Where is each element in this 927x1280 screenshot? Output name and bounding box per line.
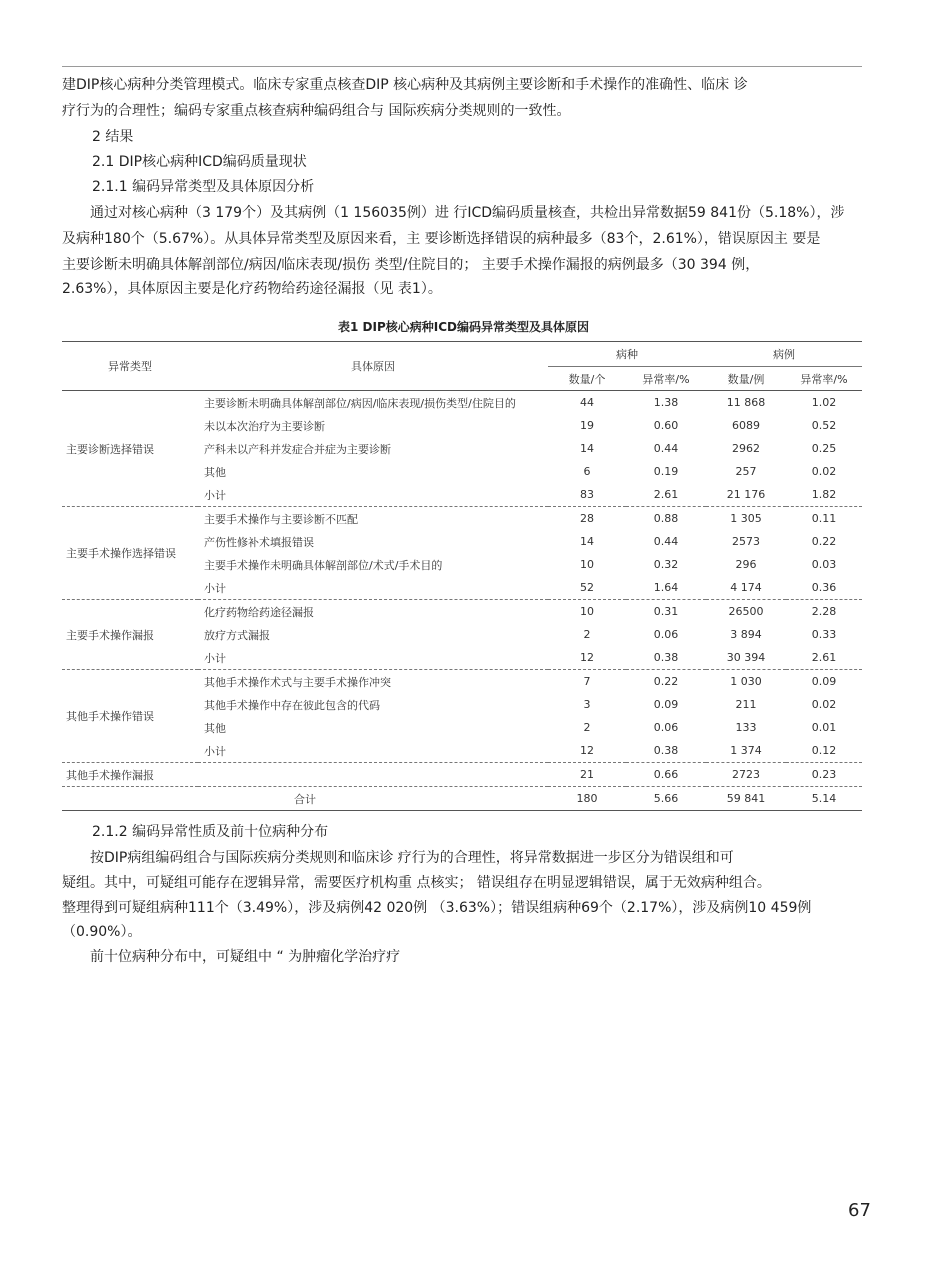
case-rate-cell: 1.82 [786, 483, 862, 507]
case-count-cell: 1 030 [730, 675, 762, 688]
disease-rate-cell: 0.06 [653, 721, 679, 734]
case-count-cell: 2723 [706, 763, 786, 787]
reason-cell: 主要诊断未明确具体解剖部位/病因/临床表现/损伤类型/住院目的 [204, 396, 516, 410]
paragraph-line: 建DIP核心病种分类管理模式。临床专家重点核查DIP 核心病种及其病例主要诊断和手术操作的准确性、临床 诊 [62, 77, 748, 93]
reason-cell: 小计 [198, 483, 548, 507]
disease-count-cell: 44 [580, 396, 594, 409]
case-rate-cell: 2.61 [786, 646, 862, 670]
paragraph-line: 疗行为的合理性；编码专家重点核查病种编码组合与 国际疾病分类规则的一致性。 [62, 103, 571, 119]
case-count-cell: 211 [735, 698, 757, 711]
reason-cell: 小计 [198, 646, 548, 670]
anomaly-table [62, 341, 862, 811]
case-rate-cell: 0.11 [811, 512, 837, 525]
case-count-cell: 257 [735, 465, 757, 478]
reason-cell: 小计 [198, 739, 548, 763]
disease-count-cell: 10 [580, 605, 594, 618]
case-count-cell: 11 868 [726, 396, 766, 409]
paragraph-line: （0.90%）。 [62, 924, 142, 940]
case-rate-cell: 0.01 [811, 721, 837, 734]
disease-rate-cell: 0.66 [626, 763, 706, 787]
disease-rate-cell: 0.09 [653, 698, 679, 711]
disease-rate-cell: 0.22 [653, 675, 679, 688]
case-rate-cell: 0.03 [811, 558, 837, 571]
disease-count-cell: 12 [548, 739, 626, 763]
disease-count-cell: 7 [583, 675, 591, 688]
case-rate-cell: 5.14 [786, 787, 862, 811]
header-rule [62, 66, 862, 67]
case-count-cell: 59 841 [706, 787, 786, 811]
reason-cell: 主要手术操作与主要诊断不匹配 [204, 512, 358, 526]
disease-count-cell: 180 [548, 787, 626, 811]
header-case: 病例 [706, 342, 862, 367]
case-rate-cell: 0.02 [811, 465, 837, 478]
reason-cell: 其他手术操作中存在彼此包含的代码 [204, 698, 380, 712]
table-row [62, 763, 862, 787]
case-rate-cell: 1.02 [811, 396, 837, 409]
header-case-rate: 异常率/% [786, 367, 862, 391]
disease-count-cell: 14 [580, 442, 594, 455]
disease-rate-cell: 0.19 [653, 465, 679, 478]
total-row [62, 787, 862, 811]
disease-rate-cell: 0.88 [653, 512, 679, 525]
total-label: 合计 [62, 787, 548, 811]
reason-cell: 化疗药物给药途径漏报 [204, 605, 314, 619]
reason-cell: 主要手术操作未明确具体解剖部位/术式/手术目的 [204, 558, 443, 572]
case-count-cell: 6089 [732, 419, 760, 432]
disease-count-cell: 19 [580, 419, 594, 432]
reason-cell: 其他 [204, 721, 226, 735]
case-rate-cell: 0.25 [811, 442, 837, 455]
paragraph-line: 前十位病种分布中，可疑组中 “ 为肿瘤化学治疗疗 [90, 949, 401, 965]
table-row [62, 391, 862, 415]
category-cell: 主要手术操作漏报 [62, 600, 198, 670]
table-row [62, 507, 862, 531]
disease-rate-cell: 0.44 [653, 535, 679, 548]
reason-cell: 放疗方式漏报 [204, 628, 270, 642]
disease-rate-cell: 0.60 [653, 419, 679, 432]
disease-count-cell: 83 [548, 483, 626, 507]
reason-cell: 其他手术操作术式与主要手术操作冲突 [204, 675, 391, 689]
case-count-cell: 21 176 [706, 483, 786, 507]
case-count-cell: 26500 [728, 605, 764, 618]
disease-rate-cell: 0.31 [653, 605, 679, 618]
case-count-cell: 1 305 [730, 512, 762, 525]
case-rate-cell: 2.28 [811, 605, 837, 618]
reason-cell: 产伤性修补术填报错误 [204, 535, 314, 549]
case-count-cell: 1 374 [706, 739, 786, 763]
disease-rate-cell: 5.66 [626, 787, 706, 811]
reason-cell: 产科未以产科并发症合并症为主要诊断 [204, 442, 391, 456]
disease-rate-cell: 0.44 [653, 442, 679, 455]
disease-count-cell: 21 [548, 763, 626, 787]
disease-rate-cell: 1.64 [626, 576, 706, 600]
disease-count-cell: 2 [583, 721, 591, 734]
disease-count-cell: 52 [548, 576, 626, 600]
header-disease-rate: 异常率/% [626, 367, 706, 391]
reason-cell: 未以本次治疗为主要诊断 [204, 419, 325, 433]
header-reason: 具体原因 [198, 342, 548, 391]
case-rate-cell: 0.33 [811, 628, 837, 641]
table-row [62, 670, 862, 694]
category-cell: 其他手术操作错误 [62, 670, 198, 763]
page-number: 67 [848, 1200, 871, 1221]
section-heading: 2 结果 [92, 129, 134, 145]
case-rate-cell: 0.22 [811, 535, 837, 548]
disease-count-cell: 14 [580, 535, 594, 548]
reason-cell: 小计 [198, 576, 548, 600]
paragraph-line: 及病种180个（5.67%）。从具体异常类型及原因来看，主 要诊断选择错误的病种最多（83个，2.61%），错误原因主 要是 [62, 231, 821, 247]
paragraph-line: 通过对核心病种（3 179个）及其病例（1 156035例）进 行ICD编码质量核查，共检出异常数据59 841份（5.18%），涉 [90, 205, 845, 221]
reason-cell: 其他 [204, 465, 226, 479]
subsubsection-heading: 2.1.2 编码异常性质及前十位病种分布 [92, 824, 329, 840]
disease-count-cell: 12 [548, 646, 626, 670]
case-count-cell: 2962 [732, 442, 760, 455]
disease-rate-cell: 0.38 [626, 646, 706, 670]
header-disease-count: 数量/个 [548, 367, 626, 391]
disease-count-cell: 6 [583, 465, 591, 478]
disease-rate-cell: 0.06 [653, 628, 679, 641]
case-rate-cell: 0.02 [811, 698, 837, 711]
case-count-cell: 2573 [732, 535, 760, 548]
category-cell: 主要手术操作选择错误 [62, 507, 198, 600]
case-count-cell: 296 [735, 558, 757, 571]
table-row [62, 600, 862, 624]
header-disease: 病种 [548, 342, 706, 367]
disease-rate-cell: 1.38 [653, 396, 679, 409]
paragraph-line: 疑组。其中，可疑组可能存在逻辑异常，需要医疗机构重 点核实； 错误组存在明显逻辑错误，属于无效病种组合。 [62, 875, 771, 891]
disease-count-cell: 28 [580, 512, 594, 525]
case-rate-cell: 0.36 [786, 576, 862, 600]
case-rate-cell: 0.12 [786, 739, 862, 763]
case-count-cell: 3 894 [730, 628, 762, 641]
case-rate-cell: 0.09 [811, 675, 837, 688]
disease-count-cell: 3 [583, 698, 591, 711]
disease-rate-cell: 2.61 [626, 483, 706, 507]
case-rate-cell: 0.23 [786, 763, 862, 787]
subsubsection-heading: 2.1.1 编码异常类型及具体原因分析 [92, 179, 315, 195]
table-title: 表1 DIP核心病种ICD编码异常类型及具体原因 [338, 320, 589, 334]
category-cell: 主要诊断选择错误 [62, 391, 198, 507]
disease-rate-cell: 0.38 [626, 739, 706, 763]
paragraph-line: 2.63%），具体原因主要是化疗药物给药途径漏报（见 表1）。 [62, 281, 442, 297]
disease-count-cell: 2 [583, 628, 591, 641]
paragraph-line: 主要诊断未明确具体解剖部位/病因/临床表现/损伤 类型/住院目的； 主要手术操作漏报的病例最多（30 394 例， [62, 257, 760, 273]
subsection-heading: 2.1 DIP核心病种ICD编码质量现状 [92, 154, 307, 170]
header-type: 异常类型 [62, 342, 198, 391]
case-count-cell: 133 [735, 721, 757, 734]
disease-count-cell: 10 [580, 558, 594, 571]
paragraph-line: 整理得到可疑组病种111个（3.49%），涉及病例42 020例 （3.63%）；错误组病种69个（2.17%），涉及病例10 459例 [62, 900, 812, 916]
category-cell: 其他手术操作漏报 [62, 763, 548, 787]
case-rate-cell: 0.52 [811, 419, 837, 432]
disease-rate-cell: 0.32 [653, 558, 679, 571]
paragraph-line: 按DIP病组编码组合与国际疾病分类规则和临床诊 疗行为的合理性，将异常数据进一步区分为错误组和可 [90, 850, 734, 866]
case-count-cell: 4 174 [706, 576, 786, 600]
case-count-cell: 30 394 [706, 646, 786, 670]
header-case-count: 数量/例 [706, 367, 786, 391]
